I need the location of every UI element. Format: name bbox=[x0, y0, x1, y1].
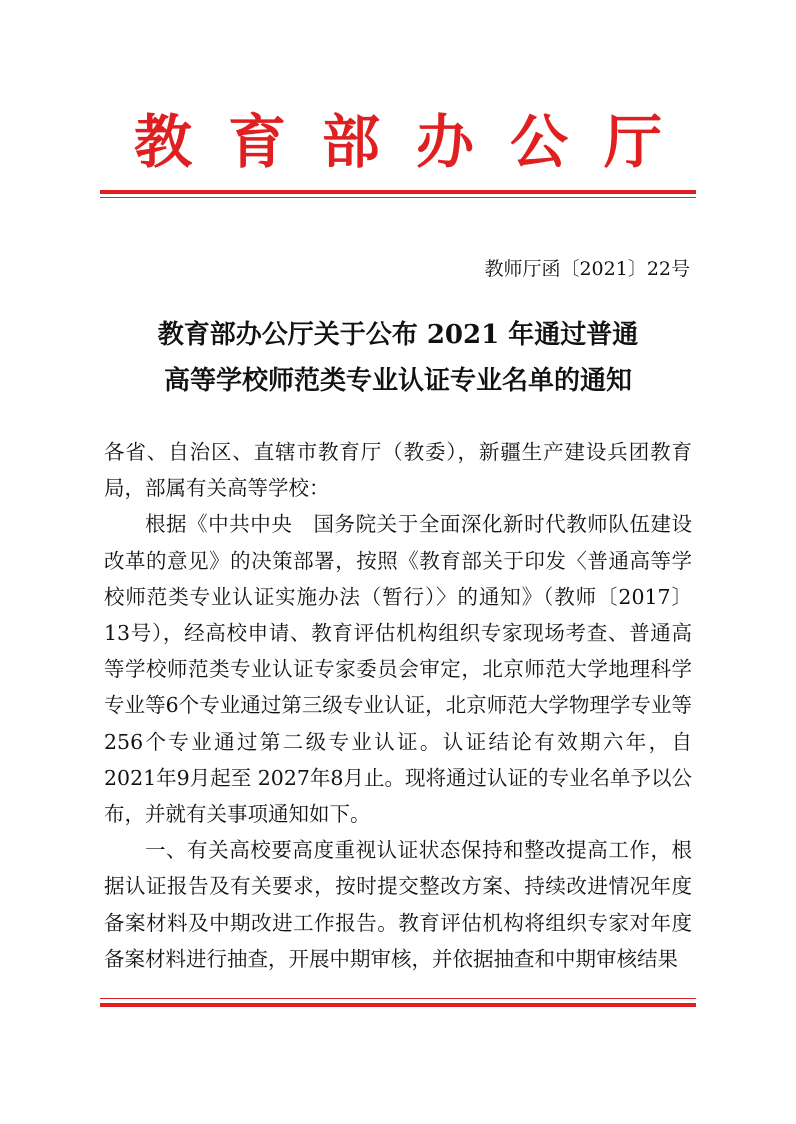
document-title-line-1: 教育部办公厅关于公布 2021 年通过普通 bbox=[157, 320, 639, 350]
body-paragraph-2: 一、有关高校要高度重视认证状态保持和整改提高工作，根据认证报告及有关要求，按时提交整改方案、持续改进情况年度备案材料及中期改进工作报告。教育评估机构将组织专家对年度备案材料进行抽查，开展中期审核，并依据抽查和中期审核结果 bbox=[104, 838, 692, 971]
footer-red-rule-thin bbox=[100, 998, 696, 999]
footer-red-rule-thick bbox=[100, 1003, 696, 1007]
document-number: 教师厅函〔2021〕22号 bbox=[484, 258, 690, 280]
letterhead-red-rule-thick bbox=[100, 190, 696, 194]
document-body bbox=[104, 434, 692, 977]
letterhead-red-rule-thin bbox=[100, 197, 696, 198]
recipients-line: 各省、自治区、直辖市教育厅（教委），新疆生产建设兵团教育局，部属有关高等学校： bbox=[104, 440, 692, 501]
document-title bbox=[100, 312, 696, 404]
letterhead-org-name: 教育部办公厅 bbox=[133, 108, 698, 176]
document-title-line-2: 高等学校师范类专业认证专业名单的通知 bbox=[163, 366, 632, 396]
body-paragraph-1: 根据《中共中央 国务院关于全面深化新时代教师队伍建设改革的意见》的决策部署，按照《教育部关于印发〈普通高等学校师范类专业认证实施办法（暂行）〉的通知》（教师〔2017〕13号），经高校申请、教育评估机构组织专家现场考查、普通高等学校师范类专业认证专家委员会审定，北京师范大学地理科学专业等6个专业通过第三级专业认证，北京师范大学物理学专业等256个专业通过第二级专业认证。认证结论有效期六年，自 2021年9月起至 2027年8月止。现将通过认证的专业名单予以公布，并就有关事项通知如下。 bbox=[104, 512, 692, 827]
